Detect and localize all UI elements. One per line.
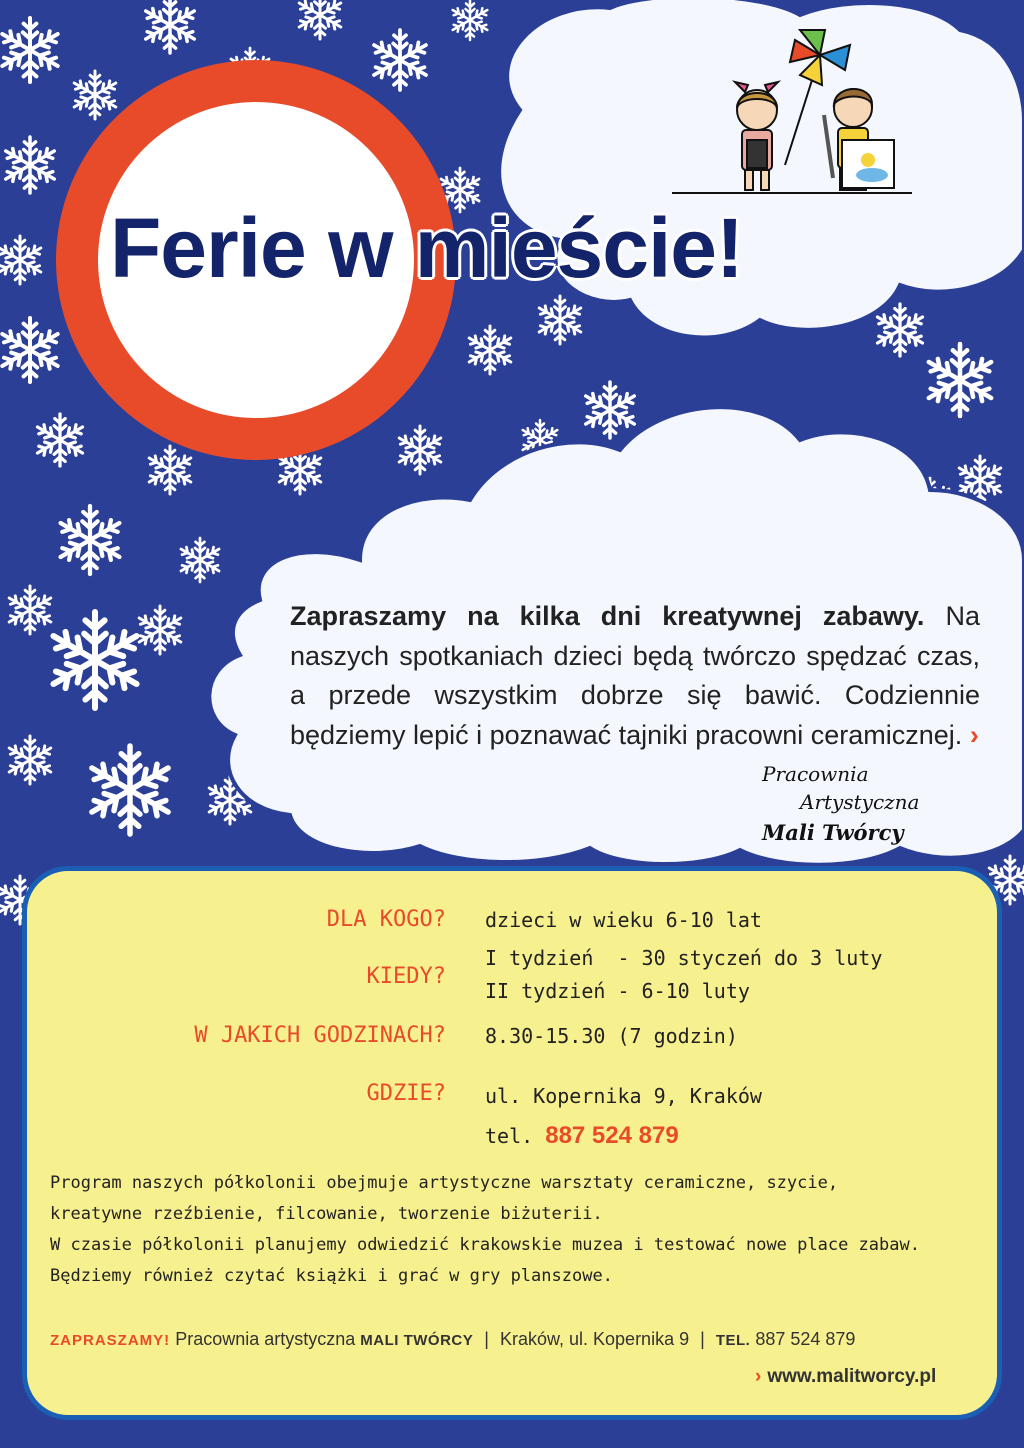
website-url[interactable]: www.malitworcy.pl	[767, 1366, 937, 1387]
when-value-2: II tydzień - 6-10 luty	[485, 979, 750, 1003]
footer-studio-prefix: Pracownia artystyczna	[175, 1329, 356, 1349]
studio-signature	[762, 762, 952, 852]
where-value: ul. Kopernika 9, Kraków	[485, 1084, 762, 1108]
footer-separator: |	[700, 1329, 705, 1349]
when-value-1: I tydzień - 30 styczeń do 3 luty	[485, 946, 883, 970]
phone-line	[485, 1122, 679, 1150]
footer-tel-label: TEL.	[715, 1332, 751, 1349]
hours-value: 8.30-15.30 (7 godzin)	[485, 1024, 738, 1048]
program-line-4: Będziemy również czytać książki i grać w gry planszowe.	[50, 1266, 613, 1286]
website-arrow: ›	[755, 1366, 762, 1387]
intro-lead: Zapraszamy na kilka dni kreatywnej zabawy.	[290, 601, 925, 631]
intro-body: Na naszych spotkaniach dzieci będą twórczo spędzać czas, a przede wszystkim dobrze się bawić. Codziennie będziemy lepić i poznawać tajniki pracowni ceramicznej.	[290, 601, 980, 750]
program-line-1: Program naszych półkolonii obejmuje artystyczne warsztaty ceramiczne, szycie,	[50, 1173, 839, 1193]
footer-address: Kraków, ul. Kopernika 9	[499, 1329, 690, 1349]
footer-invite: ZAPRASZAMY!	[50, 1332, 171, 1349]
footer-tel-number[interactable]: 887 524 879	[755, 1329, 856, 1349]
who-value: dzieci w wieku 6-10 lat	[485, 908, 762, 932]
signature-line-1: Pracownia	[762, 762, 869, 786]
intro-text	[290, 597, 980, 755]
intro-arrow: ›	[969, 719, 979, 750]
page-title: Ferie w mieście!	[110, 201, 743, 295]
hours-label: W JAKICH GODZINACH?	[194, 1023, 446, 1048]
sun-cloud-drawing-icon	[842, 140, 894, 188]
footer-contact	[50, 1329, 855, 1350]
program-line-2: kreatywne rzeźbienie, filcowanie, tworzenie biżuterii.	[50, 1204, 603, 1224]
signature-line-2: Artystyczna	[800, 790, 920, 814]
signature-line-3: Mali Twórcy	[762, 820, 904, 845]
footer-studio-name: MALI TWÓRCY	[360, 1332, 474, 1349]
program-line-3: W czasie półkolonii planujemy odwiedzić krakowskie muzea i testować nowe place zabaw.	[50, 1235, 920, 1255]
when-label: KIEDY?	[366, 964, 446, 989]
where-label: GDZIE?	[366, 1081, 446, 1106]
phone-prefix: tel.	[485, 1124, 534, 1148]
website-link[interactable]	[755, 1366, 936, 1388]
footer-separator: |	[484, 1329, 489, 1349]
who-label: DLA KOGO?	[326, 907, 446, 932]
phone-number[interactable]: 887 524 879	[545, 1122, 679, 1149]
program-description	[50, 1168, 990, 1292]
